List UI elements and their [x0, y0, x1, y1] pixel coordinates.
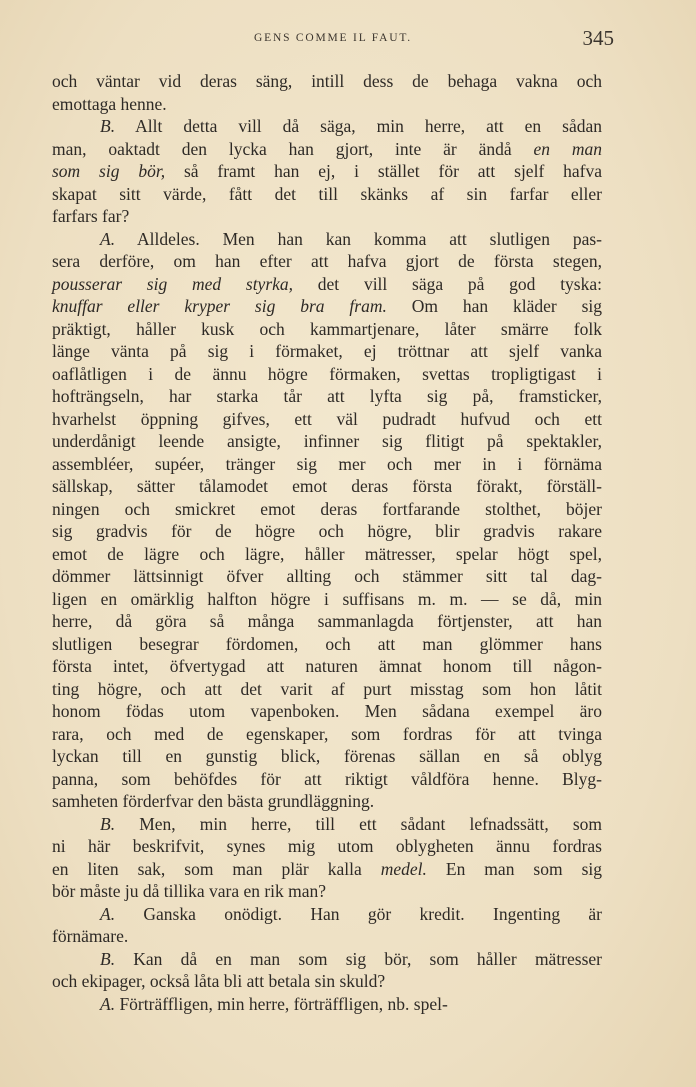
text-run: förnämare. — [52, 926, 129, 946]
text-run: man, oaktadt den lycka han gjort, inte är ändå — [52, 138, 534, 159]
text-line — [52, 835, 602, 858]
text-run: dömmer lättsinnigt öfver allting och stämmer sitt tal dag- — [52, 566, 602, 586]
text-line — [52, 498, 602, 521]
text-run: Ganska onödigt. Han gör kredit. Ingenting är — [115, 903, 602, 924]
text-line — [52, 340, 602, 363]
text-run: panna, som behöfdes för att riktigt våldföra henne. Blyg- — [52, 768, 602, 789]
text-line — [52, 925, 602, 948]
text-line — [52, 993, 602, 1016]
text-line — [52, 565, 602, 588]
text-line — [52, 813, 602, 836]
running-title: GENS COMME IL FAUT. — [254, 32, 412, 44]
text-run: sig gradvis för de högre och högre, blir gradvis rakare — [52, 521, 602, 541]
text-line — [52, 520, 602, 543]
text-run: emot de lägre och lägre, håller mätresser, spelar högt spel, — [52, 543, 602, 564]
emphasis-text: som sig bör, — [52, 161, 166, 181]
text-run: en liten sak, som man plär kalla — [52, 858, 381, 879]
text-line — [52, 768, 602, 791]
text-line — [52, 363, 602, 386]
text-line — [52, 183, 602, 206]
speaker-label: A. — [100, 993, 116, 1014]
text-run: och väntar vid deras säng, intill dess de behaga vakna och — [52, 71, 602, 91]
emphasis-text: medel. — [380, 858, 427, 879]
text-run: första intet, öfvertygad att naturen ämnat honom till någon- — [52, 656, 602, 676]
text-run: samheten förderfvar den bästa grundläggning. — [52, 791, 375, 811]
text-line — [52, 880, 602, 903]
text-run: Om han kläder sig — [386, 296, 602, 316]
text-run: hvarhelst öppning gifves, ett väl pudradt hufvud och ett — [52, 408, 602, 429]
text-line — [52, 700, 602, 723]
text-run: underdånigt leende ansigte, infinner sig flitigt på spektakler, — [52, 431, 602, 451]
text-line — [52, 115, 602, 138]
text-run: skapat sitt värde, fått det till skänks af sin farfar eller — [52, 183, 602, 204]
text-run: präktigt, håller kusk och kammartjenare, låter smärre folk — [52, 318, 602, 339]
text-run: sera derföre, om han efter att hafva gjort de första stegen, — [52, 251, 602, 271]
text-run: ni här beskrifvit, synes mig utom oblygheten ännu fordras — [52, 836, 602, 856]
text-run: ningen och smickret emot deras fortfarande stolthet, böjer — [52, 498, 602, 519]
text-run: herre, då göra så många sammanlagda förtjenster, att han — [52, 611, 602, 631]
text-line — [52, 948, 602, 971]
text-run: ting högre, och att det varit af purt misstag som hon låtit — [52, 678, 602, 699]
text-run: så framt han ej, i stället för att sjelf hafva — [165, 161, 602, 181]
text-line — [52, 273, 602, 296]
emphasis-text: knuffar eller kryper sig bra fram. — [52, 296, 387, 316]
emphasis-text: pousserar sig med styrka, — [52, 273, 294, 294]
text-line — [52, 408, 602, 431]
text-line — [52, 543, 602, 566]
text-run: farfars far? — [52, 206, 130, 226]
text-line — [52, 385, 602, 408]
text-run: ligen en omärklig halfton högre i suffisans m. m. — se då, min — [52, 588, 602, 609]
running-head — [52, 26, 614, 52]
text-line — [52, 295, 602, 318]
speaker-label: A. — [100, 903, 116, 924]
text-line — [52, 205, 602, 228]
text-line — [52, 228, 602, 251]
text-line — [52, 588, 602, 611]
text-run: hofträngseln, har starka tår att lyfta sig på, framsticker, — [52, 386, 602, 406]
text-line — [52, 610, 602, 633]
text-line — [52, 475, 602, 498]
text-run: oaflåtligen i de ännu högre förmaken, svettas tropligtigast i — [52, 363, 602, 384]
text-run: och ekipager, också låta bli att betala sin skuld? — [52, 971, 386, 991]
text-run: En man som sig — [426, 858, 603, 879]
speaker-label: B. — [100, 813, 116, 834]
text-run: honom födas utom vapenboken. Men sådana exempel äro — [52, 701, 602, 721]
text-line — [52, 970, 602, 993]
text-run: Allt detta vill då säga, min herre, att en sådan — [115, 116, 602, 136]
speaker-label: B. — [100, 116, 116, 136]
emphasis-text: en man — [533, 138, 602, 159]
text-run: slutligen besegrar fördomen, och att man glömmer hans — [52, 633, 602, 654]
text-line — [52, 93, 602, 116]
speaker-label: A. — [100, 228, 116, 249]
text-run: det vill säga på god tyska: — [293, 273, 602, 294]
text-line — [52, 430, 602, 453]
text-line — [52, 790, 602, 813]
page-number: 345 — [582, 26, 614, 50]
text-run: sällskap, sätter tålamodet emot deras första förakt, förställ- — [52, 476, 602, 496]
text-line — [52, 160, 602, 183]
body-text — [52, 70, 602, 1015]
text-run: rara, och med de egenskaper, som fordras för att tvinga — [52, 723, 602, 744]
text-line — [52, 250, 602, 273]
text-line — [52, 633, 602, 656]
text-run: emottaga henne. — [52, 93, 167, 114]
text-run: bör måste ju då tillika vara en rik man? — [52, 881, 327, 901]
text-line — [52, 903, 602, 926]
text-run: Men, min herre, till ett sådant lefnadssätt, som — [115, 813, 602, 834]
text-line — [52, 453, 602, 476]
text-line — [52, 318, 602, 341]
text-line — [52, 138, 602, 161]
text-line — [52, 745, 602, 768]
text-line — [52, 655, 602, 678]
text-run: Kan då en man som sig bör, som håller mätresser — [115, 948, 602, 969]
text-line — [52, 678, 602, 701]
text-line — [52, 858, 602, 881]
text-line — [52, 723, 602, 746]
speaker-label: B. — [100, 948, 116, 969]
text-run: Förträffligen, min herre, förträffligen, nb. spel- — [115, 993, 448, 1014]
text-run: lyckan till en gunstig blick, förenas sällan en så oblyg — [52, 746, 602, 766]
text-run: assembléer, supéer, tränger sig mer och mer in i förnäma — [52, 453, 602, 474]
text-line — [52, 70, 602, 93]
text-run: Alldeles. Men han kan komma att slutligen pas- — [115, 228, 602, 249]
text-run: länge vänta på sig i förmaket, ej tröttnar att sjelf vanka — [52, 341, 602, 361]
